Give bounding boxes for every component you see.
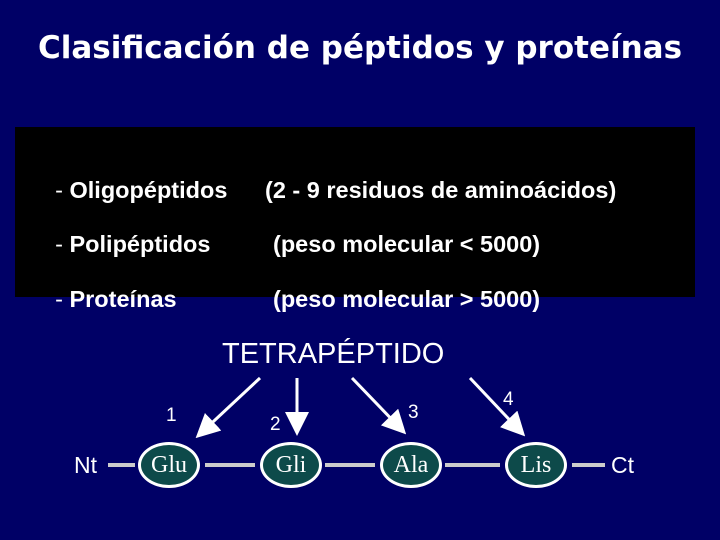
item-term: Polipéptidos (69, 231, 211, 257)
n-terminus-label: Nt (74, 452, 97, 478)
item-description: (peso molecular > 5000) (273, 286, 541, 312)
item-term: Oligopéptidos (69, 177, 228, 203)
residue-number-3: 3 (408, 402, 419, 423)
residue-number-1: 1 (166, 405, 177, 426)
slide-title: Clasificación de péptidos y proteínas (37, 30, 683, 66)
item-description: (2 - 9 residuos de aminoácidos) (265, 177, 617, 203)
item-dash: - (55, 286, 70, 312)
residue-ala: Ala (380, 442, 442, 488)
residue-number-2: 2 (270, 414, 281, 435)
residue-gli: Gli (260, 442, 322, 488)
item-dash: - (55, 177, 70, 203)
c-terminus-label: Ct (611, 452, 634, 478)
residue-glu: Glu (138, 442, 200, 488)
tetrapeptide-label: TETRAPÉPTIDO (222, 338, 445, 370)
arrow-3 (352, 378, 402, 430)
item-term: Proteínas (69, 286, 177, 312)
residue-number-4: 4 (503, 389, 514, 410)
item-dash: - (55, 231, 70, 257)
residue-lis: Lis (505, 442, 567, 488)
arrow-1 (200, 378, 260, 434)
item-description: (peso molecular < 5000) (273, 231, 541, 257)
